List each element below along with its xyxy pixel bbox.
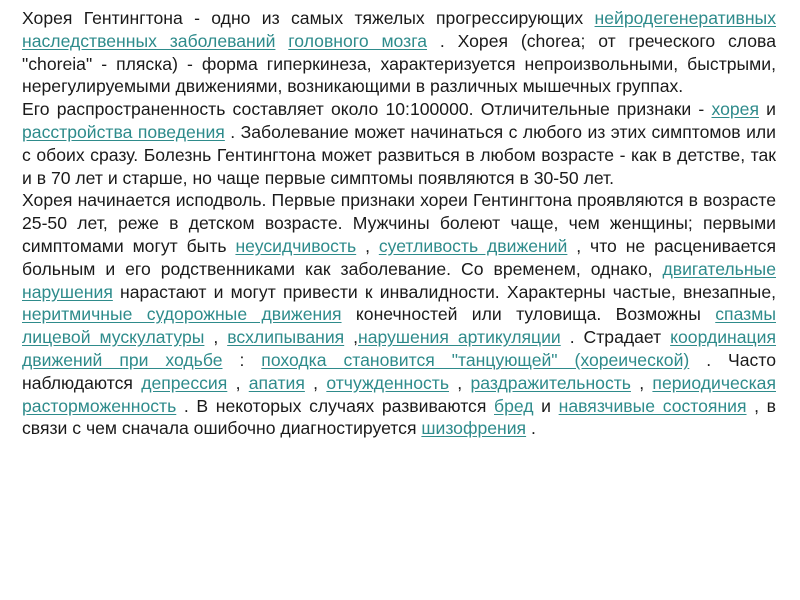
link-restlessness[interactable]: неусидчивость xyxy=(235,235,357,256)
link-neurodegenerative-diseases[interactable]: нейродегенеративных наследственных заболеваний xyxy=(22,8,776,51)
link-walking-coordination[interactable]: координация движений при ходьбе xyxy=(22,327,776,370)
link-schizophrenia[interactable]: шизофрения xyxy=(421,418,527,439)
text-segment: . Заболевание может начинаться с любого из этих симптомов или с обоих сразу. Болезнь Гентингтона может развиться в любом возрасте - как в детстве, так и в 70 лет и старше, но чаще первые симптомы появляются в 30-50 лет. xyxy=(22,121,776,188)
link-periodic-disinhibition[interactable]: периодическая расторможенность xyxy=(22,372,776,416)
text-segment: конечностей или туловища. Возможны xyxy=(341,304,716,325)
article-text xyxy=(22,7,776,440)
link-delirium[interactable]: бред xyxy=(494,395,534,416)
text-segment: , xyxy=(356,235,379,256)
link-facial-spasms[interactable]: спазмы лицевой мускулатуры xyxy=(22,304,776,348)
link-obsessive-states[interactable]: навязчивые состояния xyxy=(558,395,747,416)
text-segment: Хорея Гентингтона - одно из самых тяжелых прогрессирующих xyxy=(22,8,595,28)
text-segment: . Часто наблюдаются xyxy=(22,349,777,393)
text-segment: , xyxy=(204,327,228,348)
link-fussy-movements[interactable]: суетливость движений xyxy=(378,235,568,256)
link-dancing-gait[interactable]: походка становится "танцующей" (хореической) xyxy=(261,349,690,370)
link-articulation-disorders[interactable]: нарушения артикуляции xyxy=(358,327,561,348)
link-motor-disorders[interactable]: двигательные нарушения xyxy=(22,258,776,302)
link-behavior-disorders[interactable]: расстройства поведения xyxy=(22,121,225,142)
text-segment: , в связи с чем сначала ошибочно диагностируется xyxy=(22,395,777,439)
link-chorea[interactable]: хорея xyxy=(711,99,759,120)
text-segment: и xyxy=(758,99,776,120)
text-segment: Хорея начинается исподволь. Первые признаки хореи Гентингтона проявляются в возрасте 25-50 лет, реже в детском возрасте. Мужчины болеют чаще, чем женщины; первыми симптомами могут быть xyxy=(22,190,776,256)
link-depression[interactable]: депрессия xyxy=(141,372,228,393)
text-segment: . В некоторых случаях развиваются xyxy=(176,395,495,416)
paragraph xyxy=(22,189,776,440)
text-segment: , xyxy=(630,372,653,393)
text-segment xyxy=(275,31,288,51)
link-sobbing[interactable]: всхлипывания xyxy=(227,327,345,348)
link-irritability[interactable]: раздражительность xyxy=(470,372,631,393)
text-segment: Его распространенность составляет около 10:100000. Отличительные признаки - xyxy=(22,99,712,120)
paragraph xyxy=(22,98,776,189)
text-segment: , xyxy=(449,372,471,393)
text-segment: . Страдает xyxy=(560,327,671,348)
link-alienation[interactable]: отчужденность xyxy=(326,372,450,393)
text-segment: и xyxy=(533,395,559,416)
paragraph xyxy=(22,7,776,98)
link-apathy[interactable]: апатия xyxy=(248,372,305,393)
text-segment: , что не расценивается больным и его родственниками как заболевание. Со временем, однако, xyxy=(22,235,776,279)
link-brain[interactable]: головного мозга xyxy=(288,30,428,51)
text-segment: нарастают и могут привести к инвалидности. Характерны частые, внезапные, xyxy=(112,281,776,302)
text-segment: . xyxy=(526,418,536,439)
text-segment: : xyxy=(222,349,262,370)
text-segment: , xyxy=(304,372,327,393)
text-segment: . Хорея (chorea; от греческого слова "choreia" - пляска) - форма гиперкинеза, характеризуется непроизвольными, быстрыми, нерегулируемыми движениями, возникающими в различных мышечных группах. xyxy=(22,30,776,97)
text-segment: , xyxy=(227,372,249,393)
link-arrhythmic-convulsive-movements[interactable]: неритмичные судорожные движения xyxy=(22,304,342,325)
text-segment: , xyxy=(344,327,359,348)
